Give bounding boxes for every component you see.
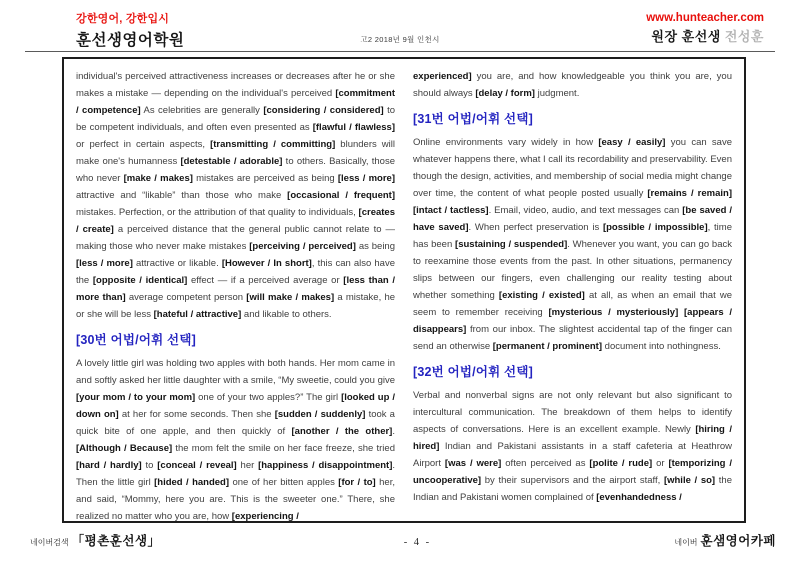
passage-text: effect — if a perceived average or: [187, 275, 344, 286]
exam-info: 고2 2018년 9월 인천시: [360, 35, 440, 44]
passage-text: mistakes are perceived as being: [192, 173, 338, 184]
word-choice: [another / the other]: [291, 426, 393, 437]
word-choice: [existing / existed]: [498, 290, 585, 301]
passage-text: you are, and how knowledgeable you think you are, you should always: [413, 71, 732, 99]
question-heading: [31번 어법/어휘 선택]: [413, 112, 533, 126]
passage-paragraph: [76, 68, 395, 323]
word-choice: [occasional / frequent]: [287, 190, 395, 201]
passage-text: .: [392, 426, 395, 437]
footer-left: [30, 531, 161, 549]
word-choice: [Although / Because]: [76, 443, 173, 454]
word-choice: [conceal / reveal]: [157, 460, 237, 471]
right-column: [413, 68, 732, 512]
passage-text: the mom felt the smile on her face freeze, she tried: [172, 443, 395, 454]
passage-text: you can save whatever happens there, what I call its recordability and preservability. Even though the design, activities, and membership of social media might change over time, the content of what people posted usually: [413, 137, 733, 199]
passage-paragraph: [413, 387, 732, 506]
passage-text: or: [652, 458, 669, 469]
passage-text: attractive and “likable” than those who make: [76, 190, 288, 201]
director-name: 전성훈: [724, 29, 764, 44]
passage-text: , this can also have the: [76, 258, 395, 286]
passage-text: at her for some seconds. Then she: [118, 409, 275, 420]
passage-text: . Then the little girl: [76, 460, 396, 488]
passage-text: . Email, video, audio, and text messages can: [488, 205, 683, 216]
passage-text: . When perfect preservation is: [468, 222, 603, 233]
word-choice: [permanent / prominent]: [492, 341, 603, 352]
passage-text: document into nothingness.: [602, 341, 721, 352]
passage-text: by their supervisors and the airport staff,: [481, 475, 664, 486]
word-choice: [sustaining / suspended]: [455, 239, 568, 250]
brand-slogan: 강한영어, 강한입시: [76, 13, 170, 25]
word-choice: [appears / disappears]: [413, 307, 732, 335]
cafe-name: 훈샘영어카페: [700, 534, 776, 548]
word-choice: [hateful / attractive]: [153, 309, 242, 320]
passage-paragraph: [76, 355, 395, 523]
word-choice: [remains / remain]: [647, 188, 732, 199]
passage-text: or perfect in certain aspects,: [76, 139, 211, 150]
passage-text: judgment.: [534, 88, 580, 99]
word-choice: [perceiving / perceived]: [249, 241, 356, 252]
passage-text: . Whenever you want, you can go back to reexamine those events from the past. In other situations, permanency slips between our fingers, even challenging our reality testing about whether something: [413, 239, 732, 301]
word-choice: [sudden / suddenly]: [274, 409, 366, 420]
word-choice: [temporizing / uncooperative]: [413, 458, 732, 486]
passage-text: and likable to others.: [241, 309, 332, 320]
word-choice: [make / makes]: [123, 173, 193, 184]
word-choice: [while / so]: [663, 475, 716, 486]
word-choice: [intact / tactless]: [413, 205, 489, 216]
word-choice: [transmitting / committing]: [210, 139, 336, 150]
word-choice: [easy / easily]: [598, 137, 666, 148]
footer-right: [674, 531, 776, 549]
passage-text: often perceived as: [501, 458, 590, 469]
passage-text: one of her bitten apples: [229, 477, 339, 488]
question-heading: [32번 어법/어휘 선택]: [413, 365, 533, 379]
header-divider: [25, 51, 775, 52]
word-choice: [your mom / to your mom]: [76, 392, 196, 403]
passage-text: average competent person: [125, 292, 247, 303]
word-choice: [less than / more than]: [76, 275, 395, 303]
word-choice: [flawful / flawless]: [312, 122, 395, 133]
passage-text: as being: [355, 241, 396, 252]
website-url: www.hunteacher.com: [646, 12, 764, 24]
word-choice: [hided / handed]: [154, 477, 230, 488]
word-choice: experienced]: [413, 71, 472, 82]
passage-text: her, and said, “Mommy, here you are. This is the sweeter one.” There, she realized no matter who you are, how: [76, 477, 395, 522]
word-choice: [for / to]: [338, 477, 376, 488]
director-title: 원장 훈선생: [651, 29, 721, 44]
word-choice: [evenhandedness /: [596, 492, 682, 503]
word-choice: [looked up / down on]: [76, 392, 395, 420]
word-choice: [creates / create]: [76, 207, 395, 235]
page-number: - 4 -: [403, 537, 432, 548]
passage-text: at all, as when an email that we seem to remember receiving: [413, 290, 732, 318]
left-column: [76, 68, 396, 522]
word-choice: [happiness / disappointment]: [258, 460, 393, 471]
passage-text: Indian and Pakistani assistants in a staff cafeteria at Heathrow Airport: [413, 441, 732, 469]
word-choice: [commitment / competence]: [76, 88, 395, 116]
passage-text: from our inbox. The slightest accidental tap of the finger can send an otherwise: [413, 324, 732, 352]
passage-paragraph: [413, 134, 732, 355]
academy-name: 훈선생영어학원: [76, 32, 185, 49]
passage-text: Online environments vary widely in how: [413, 137, 599, 148]
word-choice: [However / In short]: [221, 258, 312, 269]
passage-box: [62, 57, 746, 523]
brand-keyword: 「평촌훈선생」: [71, 534, 161, 548]
passage-text: her: [236, 460, 259, 471]
header-contact: [646, 12, 764, 45]
word-choice: [possible / impossible]: [602, 222, 708, 233]
passage-text: one of your two apples?” The girl: [195, 392, 342, 403]
word-choice: [was / were]: [444, 458, 502, 469]
naver-search-label: 네이버검색: [30, 538, 69, 547]
passage-text: , time has been: [413, 222, 732, 250]
passage-text: attractive or likable.: [132, 258, 222, 269]
passage-text: Verbal and nonverbal signs are not only relevant but also significant to intercultural communication. The breakdown of them helps to identify aspects of conversations. Here is an excellent example. Newly: [413, 390, 732, 435]
passage-text: to: [141, 460, 158, 471]
word-choice: [less / more]: [76, 258, 133, 269]
word-choice: [detestable / adorable]: [180, 156, 283, 167]
page-header: [0, 6, 800, 52]
director-line: [646, 26, 764, 45]
question-heading: [30번 어법/어휘 선택]: [76, 333, 196, 347]
passage-text: blunders will make one's humanness: [76, 139, 395, 167]
word-choice: [opposite / identical]: [92, 275, 188, 286]
passage-text: a mistake, he or she will be less: [76, 292, 396, 320]
word-choice: [hiring / hired]: [413, 424, 732, 452]
word-choice: [considering / considered]: [263, 105, 384, 116]
passage-text: As celebrities are generally: [140, 105, 264, 116]
passage-text: took a quick bite of one apple, and then quickly of: [76, 409, 395, 437]
passage-text: individual's perceived attractiveness increases or decreases after he or she makes a mistake — depending on the individual's perceived: [76, 71, 395, 99]
word-choice: [hard / hardly]: [76, 460, 142, 471]
passage-text: the Indian and Pakistani women complained of: [413, 475, 732, 503]
word-choice: [delay / form]: [475, 88, 535, 99]
word-choice: [be saved / have saved]: [413, 205, 732, 233]
word-choice: [polite / rude]: [589, 458, 653, 469]
word-choice: [mysterious / mysteriously]: [548, 307, 679, 318]
passage-text: A lovely little girl was holding two apples with both hands. Her mom came in and softly asked her little daughter with a smile, “My sweetie, could you give: [76, 358, 395, 386]
naver-label: 네이버: [674, 538, 698, 547]
word-choice: [less / more]: [337, 173, 395, 184]
passage-paragraph: [413, 68, 732, 102]
word-choice: [will make / makes]: [246, 292, 335, 303]
page-footer: [30, 531, 776, 549]
passage-text: a perceived distance that the general public cannot relate to — making those who never make mistakes: [76, 224, 396, 252]
passage-text: to be competent individuals, and often even presented as: [76, 105, 396, 133]
passage-text: to others. Basically, those who never: [76, 156, 395, 184]
word-choice: [experiencing /: [231, 511, 299, 522]
passage-text: mistakes. Perfection, or the attribution of that quality to individuals,: [76, 207, 359, 218]
